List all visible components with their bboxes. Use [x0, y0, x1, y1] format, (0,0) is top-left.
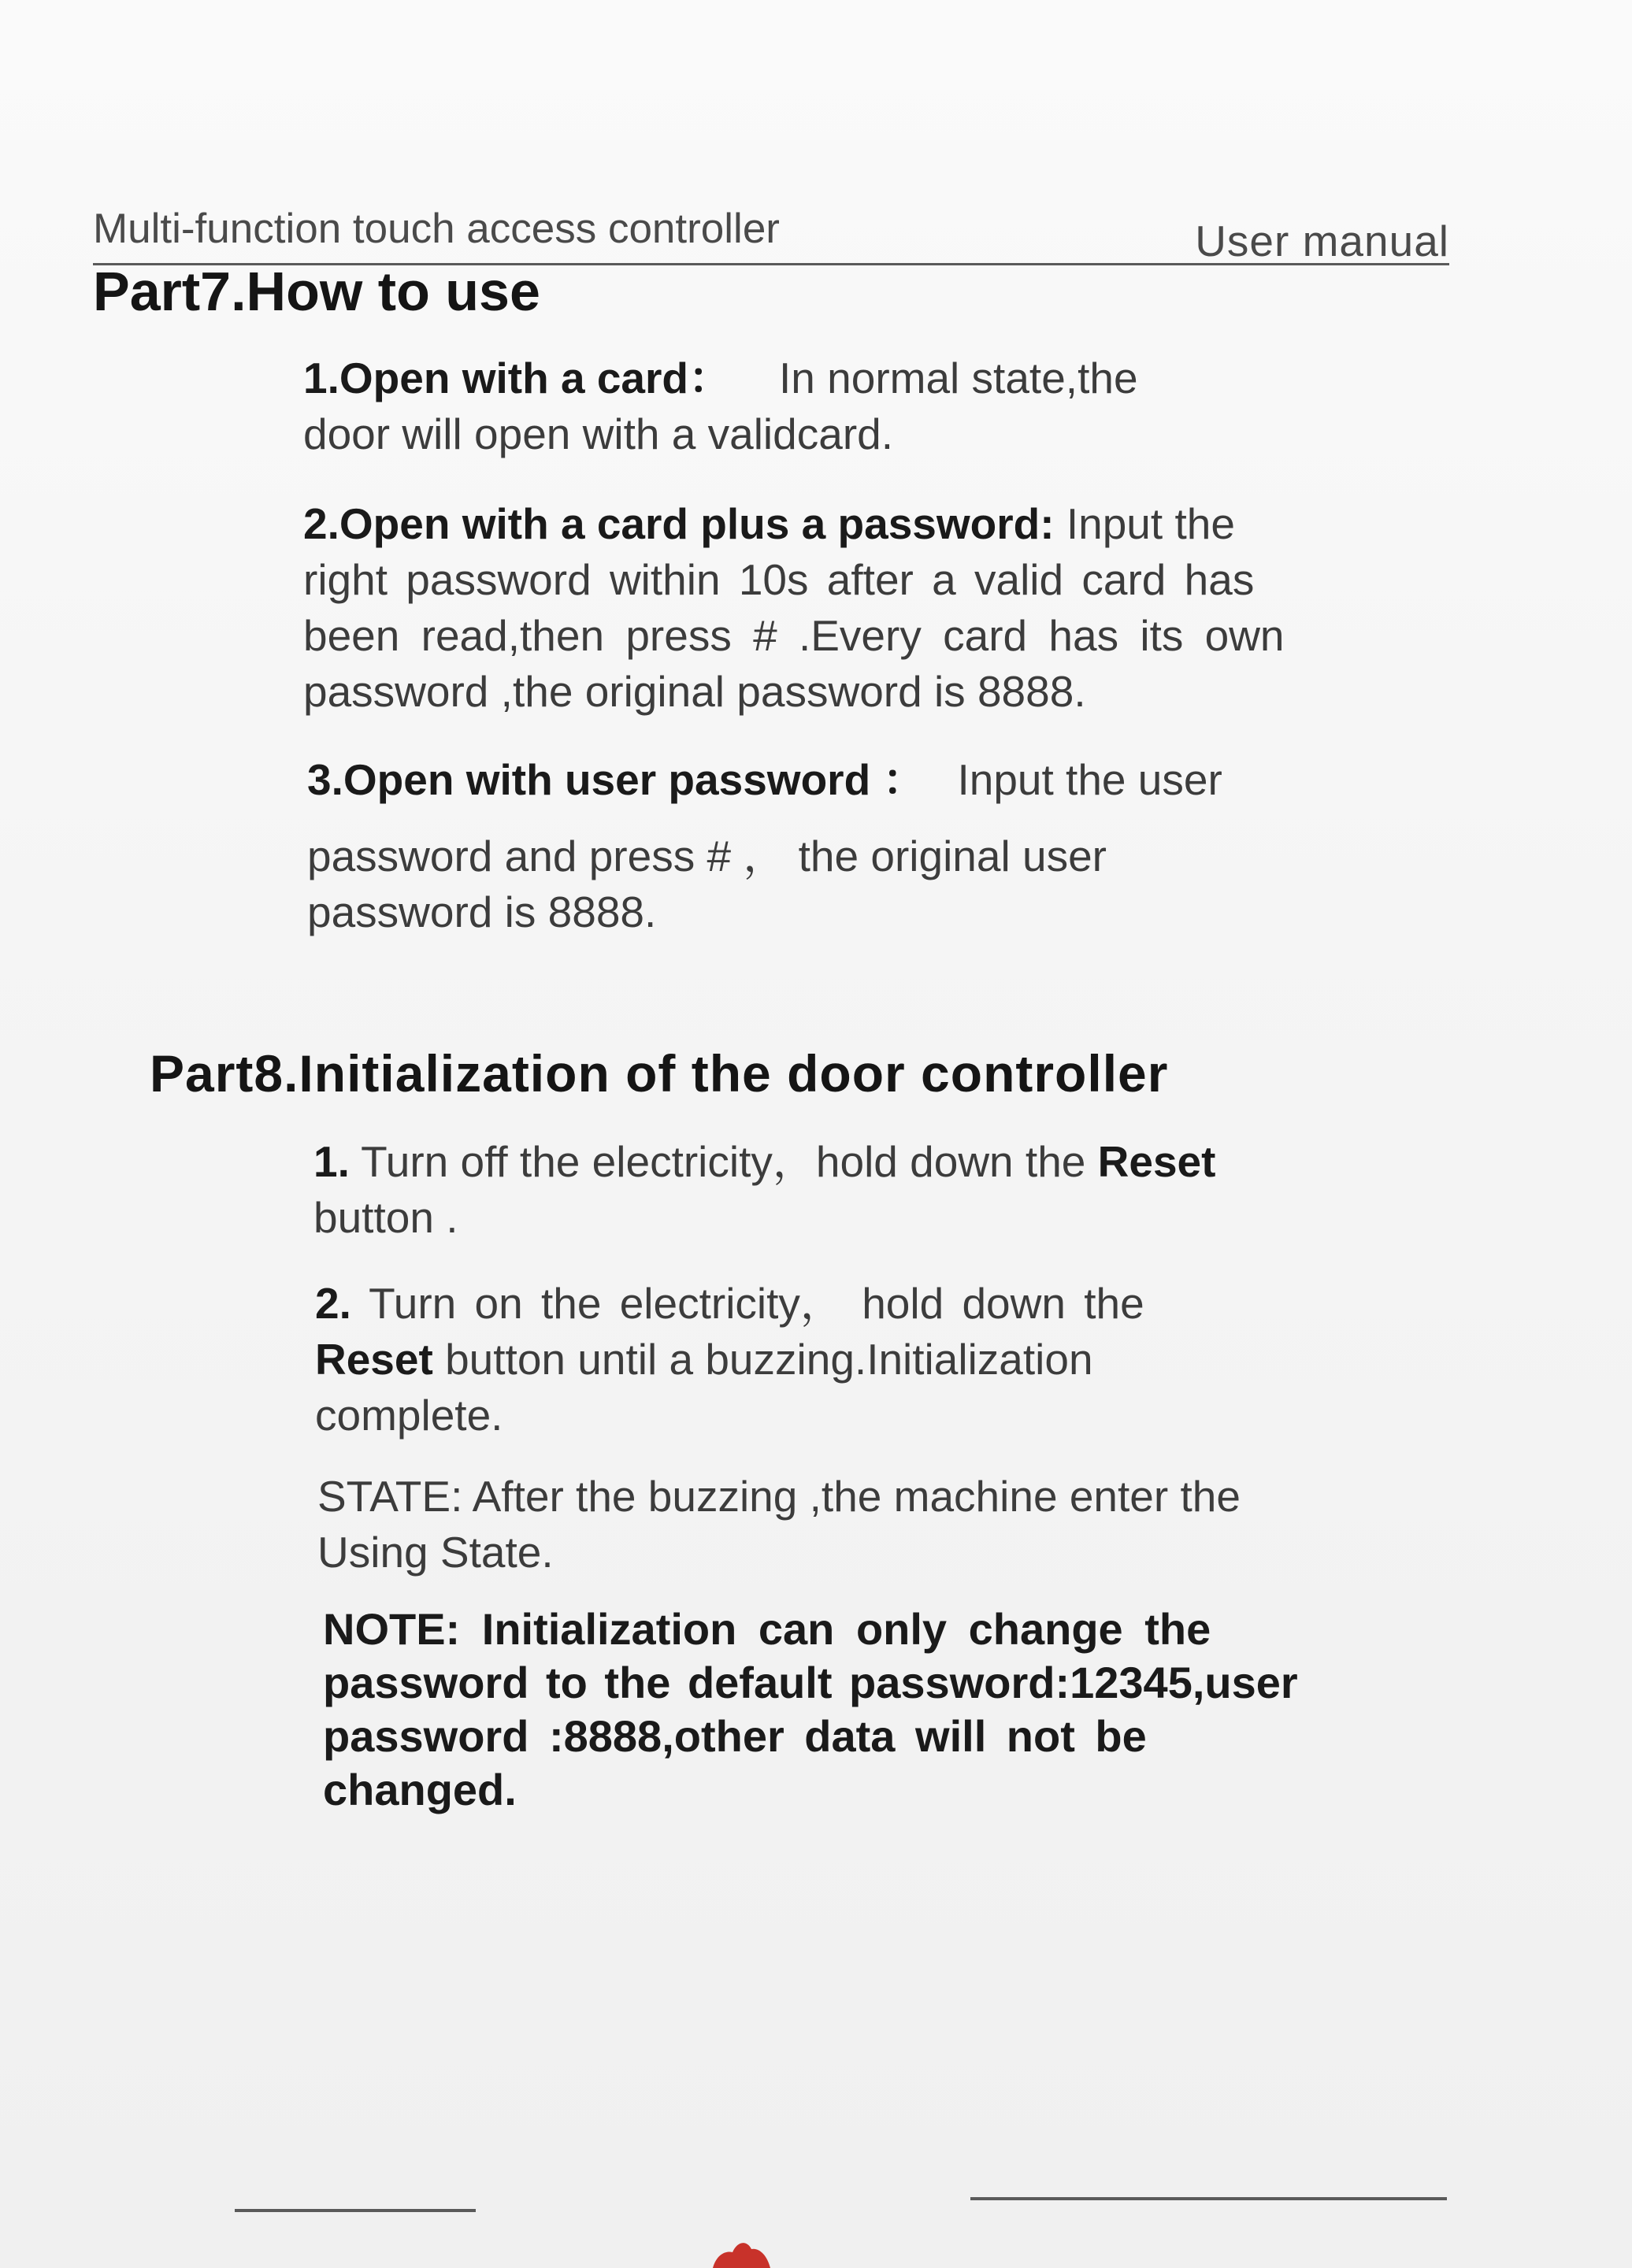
part7-title: Part7.How to use — [93, 261, 540, 322]
item-2-line1: Input the — [1066, 499, 1235, 548]
state-line2: Using State. — [317, 1528, 554, 1577]
item-1-line1: In normal state,the — [779, 354, 1138, 402]
part8-step-1 — [313, 1134, 1495, 1246]
item-3-line2: password and press # ， the original user — [307, 832, 1107, 880]
step-1-reset: Reset — [1097, 1137, 1216, 1186]
step-2-number: 2. — [315, 1279, 351, 1328]
part8-state — [317, 1469, 1499, 1581]
item-3-line3: password is 8888. — [307, 888, 657, 936]
step-2-text-b: button until a buzzing.Initialization — [445, 1335, 1093, 1384]
step-2-text-c: complete. — [315, 1391, 503, 1440]
step-2-text: Turn on the electricity， hold down the — [369, 1279, 1144, 1328]
part8-title: Part8.Initialization of the door controller — [150, 1044, 1169, 1102]
item-3-line1: Input the user — [957, 755, 1222, 804]
part8-step-2 — [315, 1276, 1497, 1443]
part7-item-2 — [303, 496, 1485, 720]
step-1-text: Turn off the electricity，hold down the — [361, 1137, 1086, 1186]
header-manual-label: User manual — [1195, 217, 1449, 265]
note-line4: changed. — [323, 1765, 517, 1814]
footer-rule-left — [235, 2209, 476, 2212]
note-line3: password :8888,other data will not be — [323, 1711, 1147, 1761]
footer-rule-right — [970, 2197, 1447, 2200]
item-1-line2: door will open with a validcard. — [303, 410, 893, 458]
part7-item-3 — [307, 752, 1504, 940]
step-1-number: 1. — [313, 1137, 350, 1186]
item-1-heading: 1.Open with a card： — [303, 354, 733, 402]
item-2-line4: password ,the original password is 8888. — [303, 667, 1086, 716]
header-title: Multi-function touch access controller — [93, 206, 780, 252]
item-3-heading: 3.Open with user password ： — [307, 755, 926, 804]
red-blot-mark — [709, 2236, 772, 2268]
part8-note — [323, 1603, 1504, 1817]
item-2-line3: been read,then press # .Every card has its own — [303, 611, 1285, 660]
note-line1: NOTE: Initialization can only change the — [323, 1604, 1211, 1654]
item-2-heading: 2.Open with a card plus a password: — [303, 499, 1055, 548]
page-header — [93, 197, 1449, 265]
part7-item-1 — [303, 350, 1485, 462]
step-2-reset: Reset — [315, 1335, 433, 1384]
state-line1: STATE: After the buzzing ,the machine enter the — [317, 1472, 1241, 1521]
step-1-text-b: button . — [313, 1193, 458, 1242]
item-2-line2: right password within 10s after a valid card has — [303, 555, 1255, 604]
note-line2: password to the default password:12345,user — [323, 1658, 1298, 1707]
